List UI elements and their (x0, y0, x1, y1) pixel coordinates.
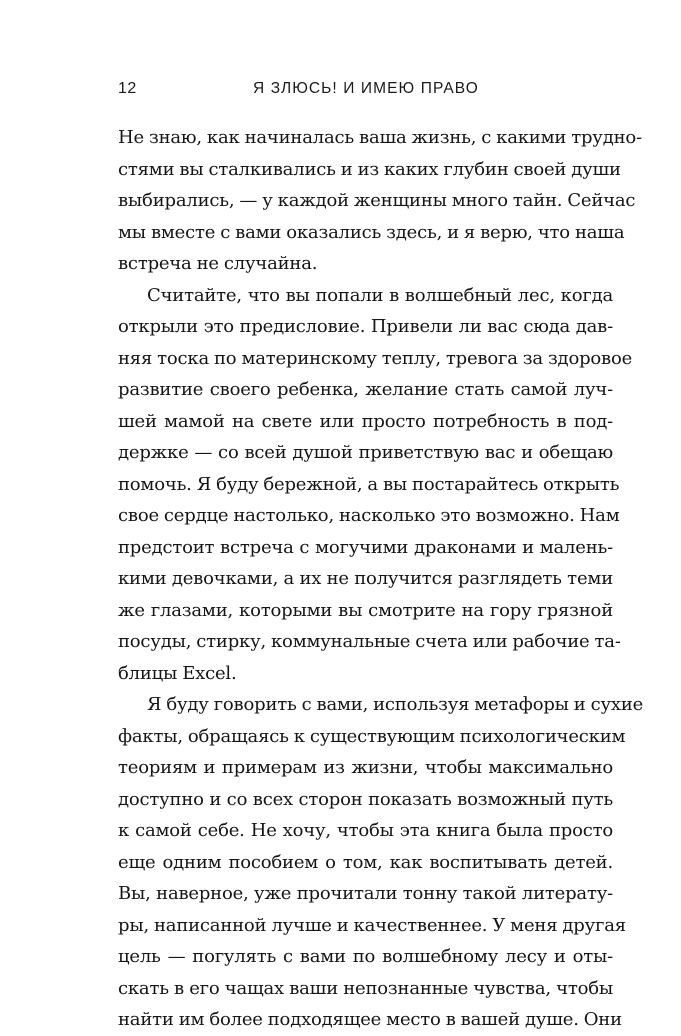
text-line: факты, обращаясь к существующим психологическим (118, 725, 626, 747)
text-line: открыли это предисловие. Привели ли вас сюда дав- (118, 316, 613, 337)
text-line: Я буду говорить с вами, используя метафоры и сухие (147, 694, 644, 715)
text-line: найти им более подходящее место в вашей душе. Они (118, 1009, 622, 1030)
text-line: помочь. Я буду бережной, а вы постарайтесь открыть (118, 473, 620, 495)
text-line: свое сердце настолько, насколько это возможно. Нам (118, 505, 620, 526)
text-line: выбирались, — у каждой женщины много тайн. Сейчас (118, 190, 636, 211)
text-line: няя тоска по материнскому теплу, тревога за здоровое (118, 347, 633, 369)
text-line: скать в его чащах ваши непознанные чувства, чтобы (118, 977, 613, 999)
text-line: еще одним пособием о том, как воспитывать детей. (118, 851, 613, 873)
text-line: шей мамой на свете или просто потребность в под- (118, 410, 613, 432)
text-line: Вы, наверное, уже прочитали тонну такой литерату- (118, 883, 613, 904)
book-title-header: Я ЗЛЮСЬ! И ИМЕЮ ПРАВО (253, 80, 479, 97)
text-line: держке — со всей душой приветствую вас и обещаю (118, 442, 613, 463)
text-line: стями вы сталкивались и из каких глубин своей души (118, 158, 621, 180)
text-line: цель — погулять с вами по волшебному лесу и оты- (118, 946, 613, 967)
text-line: блицы Excel. (118, 662, 237, 684)
text-line: Считайте, что вы попали в волшебный лес, когда (147, 284, 613, 306)
text-line: к самой себе. Не хочу, чтобы эта книга была просто (118, 820, 613, 841)
text-line: ры, написанной лучше и качественнее. У меня другая (118, 914, 626, 936)
text-line: доступно и со всех сторон показать возможный путь (118, 788, 613, 810)
text-line: развитие своего ребенка, желание стать самой луч- (118, 379, 613, 400)
text-line: посуды, стирку, коммунальные счета или рабочие та- (118, 631, 621, 652)
text-line: предстоит встреча с могучими драконами и малень- (118, 536, 613, 558)
text-line: кими девочками, а их не получится разглядеть теми (118, 568, 613, 589)
text-line: же глазами, которыми вы смотрите на гору грязной (118, 599, 613, 621)
page-number: 12 (118, 80, 137, 97)
text-line: встреча не случайна. (118, 253, 318, 274)
text-line: Не знаю, как начиналась ваша жизнь, с какими трудно- (118, 127, 642, 148)
text-line: мы вместе с вами оказались здесь, и я верю, что наша (118, 221, 625, 243)
text-line: теориям и примерам из жизни, чтобы максимально (118, 757, 613, 778)
running-header (118, 80, 613, 100)
body-text (118, 122, 644, 1036)
